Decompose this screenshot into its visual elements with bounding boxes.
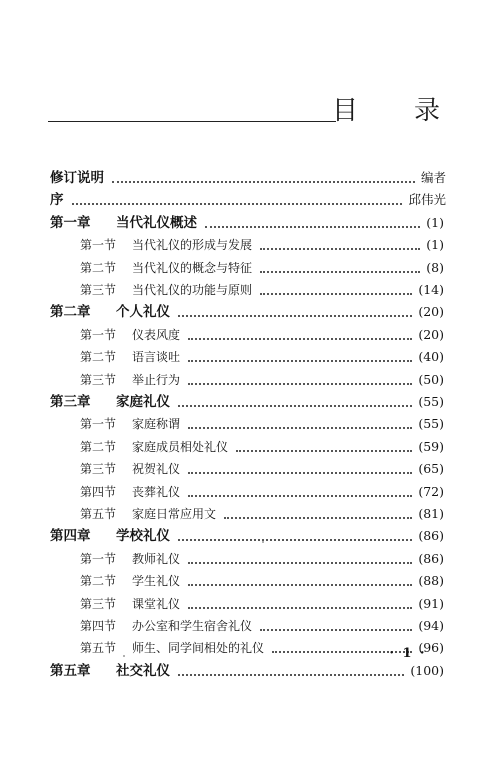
dot-leader [260, 629, 412, 631]
section-number: 第五节 [80, 507, 117, 521]
toc-section-row [0, 279, 504, 301]
page-reference: (20) [418, 304, 444, 320]
toc-section-row [0, 324, 504, 346]
chapter-number: 第一章 [50, 214, 91, 231]
toc-section-row [0, 481, 504, 503]
toc-front-row [0, 167, 504, 189]
section-title: 师生、同学间相处的礼仪 [132, 641, 265, 656]
front-title: 序 [50, 192, 64, 209]
page-reference: (59) [418, 438, 444, 454]
section-title: 教师礼仪 [132, 551, 181, 566]
toc-chapter-row [0, 391, 504, 413]
page-reference: (55) [418, 416, 444, 432]
section-title: 学生礼仪 [132, 574, 181, 589]
chapter-number: 第二章 [50, 304, 91, 321]
chapter-title: 当代礼仪概述 [116, 214, 197, 231]
dot-leader [188, 495, 412, 497]
toc-section-row [0, 257, 504, 279]
dot-leader [260, 271, 420, 273]
page-reference: (14) [418, 282, 444, 297]
section-number: 第一节 [80, 238, 117, 253]
front-title: 修订说明 [50, 170, 104, 186]
toc-chapter-row [0, 660, 504, 682]
page-reference: (88) [418, 573, 444, 589]
page-reference: (100) [410, 662, 444, 678]
toc-section-row [0, 436, 504, 458]
section-number: 第四节 [80, 619, 117, 633]
section-number: 第一节 [80, 327, 117, 342]
toc-section-row [0, 234, 504, 256]
dot-leader [188, 607, 412, 609]
chapter-number: 第五章 [50, 662, 91, 679]
section-title: 丧葬礼仪 [132, 484, 181, 499]
section-title: 当代礼仪的功能与原则 [132, 283, 253, 297]
section-title: 家庭日常应用文 [132, 507, 217, 521]
page-reference: (86) [418, 550, 444, 566]
section-number: 第二节 [80, 439, 117, 454]
page-reference: (72) [418, 483, 444, 499]
page-reference: (8) [426, 259, 444, 275]
dot-leader [112, 181, 415, 183]
section-title: 举止行为 [132, 372, 181, 387]
page-reference: (50) [418, 371, 444, 387]
section-title: 办公室和学生宿舍礼仪 [132, 619, 253, 633]
chapter-title: 个人礼仪 [116, 304, 170, 321]
print-speck [262, 541, 264, 543]
section-title: 祝贺礼仪 [132, 462, 181, 477]
dot-leader [178, 405, 412, 407]
chapter-title: 社交礼仪 [116, 662, 170, 679]
toc-front-row [0, 189, 504, 211]
dot-leader [188, 562, 412, 564]
section-number: 第二节 [80, 260, 117, 275]
dot-leader [72, 203, 402, 205]
section-title: 课堂礼仪 [132, 596, 181, 611]
dot-leader [236, 450, 412, 452]
dot-leader [188, 427, 412, 429]
toc-chapter-row [0, 212, 504, 234]
section-number: 第三节 [80, 372, 117, 387]
chapter-title: 家庭礼仪 [116, 394, 170, 410]
chapter-number: 第四章 [50, 528, 91, 545]
page-reference: (55) [418, 394, 444, 409]
toc-chapter-row [0, 301, 504, 323]
page-reference: (94) [418, 618, 444, 633]
section-number: 第二节 [80, 574, 117, 589]
dot-leader [188, 584, 412, 586]
section-number: 第一节 [80, 551, 117, 566]
toc-section-row [0, 346, 504, 368]
toc-section-row [0, 503, 504, 525]
section-title: 家庭成员相处礼仪 [132, 439, 229, 454]
section-number: 第一节 [80, 417, 117, 432]
page-reference: (1) [426, 214, 444, 230]
toc-section-row [0, 570, 504, 592]
section-number: 第五节 [80, 641, 117, 656]
dot-leader [260, 293, 412, 295]
page-reference: (65) [418, 461, 444, 477]
section-number: 第四节 [80, 484, 117, 499]
front-author: 邱伟光 [408, 192, 446, 208]
page-reference: (40) [418, 349, 444, 365]
print-speck [123, 655, 125, 657]
dot-leader [260, 248, 420, 250]
section-number: 第二节 [80, 350, 117, 365]
section-title: 语言谈吐 [132, 350, 181, 365]
dot-leader [178, 674, 404, 676]
dot-leader [188, 383, 412, 385]
chapter-number: 第三章 [50, 394, 91, 410]
section-title: 当代礼仪的概念与特征 [132, 260, 253, 275]
heading-char-lu: 录 [414, 96, 441, 126]
dot-leader [178, 539, 412, 541]
dot-leader [224, 517, 412, 519]
page-reference: (91) [418, 595, 444, 611]
section-number: 第三节 [80, 462, 117, 477]
page-number: · 1 · [389, 646, 427, 661]
dot-leader [178, 315, 412, 317]
page-reference: (20) [418, 326, 444, 342]
dot-leader [188, 360, 412, 362]
section-number: 第三节 [80, 283, 117, 297]
dot-leader [188, 338, 412, 340]
front-author: 编者 [420, 170, 446, 185]
page-reference: (86) [418, 528, 444, 544]
page-reference: (1) [426, 237, 444, 253]
toc-section-row [0, 615, 504, 637]
toc-section-row [0, 458, 504, 480]
page-reference: (96) [418, 640, 444, 656]
section-title: 家庭称谓 [132, 417, 181, 432]
section-title: 当代礼仪的形成与发展 [132, 238, 253, 253]
toc-section-row [0, 369, 504, 391]
page-reference: (81) [418, 506, 444, 521]
toc-section-row [0, 413, 504, 435]
chapter-title: 学校礼仪 [116, 528, 170, 545]
dot-leader [205, 226, 420, 228]
toc-section-row [0, 593, 504, 615]
section-title: 仪表风度 [132, 327, 181, 342]
dot-leader [188, 472, 412, 474]
section-number: 第三节 [80, 596, 117, 611]
toc-chapter-row [0, 525, 504, 547]
toc-section-row [0, 548, 504, 570]
heading-char-mu: 目 [332, 96, 359, 126]
